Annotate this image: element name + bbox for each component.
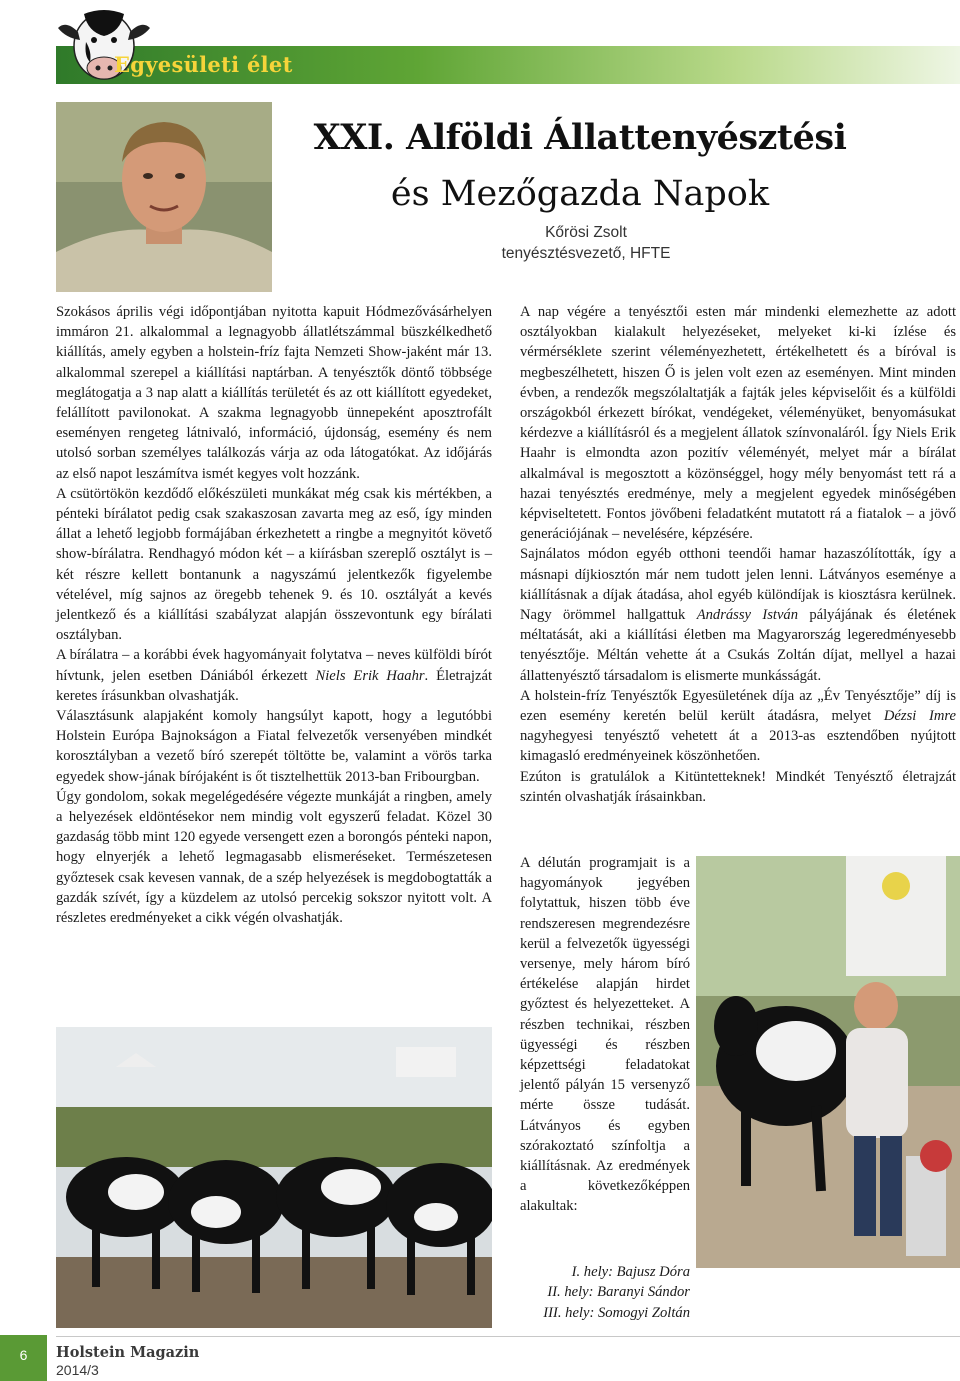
magazine-title: Holstein Magazin [56,1344,200,1361]
right-column-narrow [520,853,690,1217]
author-name: Kőrösi Zsolt [545,224,627,241]
paragraph: A holstein-fríz Tenyésztők Egyesületének díja az „Év Tenyésztője” díj is ezen esemény keretén belül került átadásra, melyet Dézsi Imre nagyhegyesi tenyésztő vehetett át a 2013-as esztendőben nyújtott kimagasló eredményeinek köszönhetően. [520,687,956,765]
paragraph: Úgy gondolom, sokak megelégedésére végezte munkáját a ringben, amely a helyezések eldöntésekor nem mindig volt egyszerű feladat. Közel 30 gazdaság több mint 120 egyede versengett ezen a borongós pénteki napon, hogy elnyerjék a lehető legmagasabb elismeréseket. Természetesen győztesek csak kevesen vannak, de a szép helyezések is megdobogtatták a gazdák szívét, így a küzdelem az utolsó percekig sokszor nyitott volt. A részletes eredményeket a cikk végén olvashatják. [56,788,492,927]
paragraph: Sajnálatos módon egyéb otthoni teendői hamar hazaszólították, így a másnapi díjkiosztón már nem tudott jelen lenni. Látványos eseménye a kiállításnak a díjak átadása, ahol egyéb különdíjak is kiosztásra kerülnek. Nagy örömmel hallgattuk Andrássy István pályájának és életének méltatását, aki a kiállítási életben ma Magyarország legeredményesebb tenyésztője. Méltán vehette át a Csukás Zoltán díjat, mellyel a hazai állattenyésztő társadalom is elismerte munkásságát. [520,546,957,684]
competition-results [520,1262,690,1323]
article-title [300,110,860,222]
footer-divider [56,1336,960,1337]
paragraph: Választásunk alapjaként komoly hangsúlyt kapott, hogy a legutóbbi Holstein Európa Bajnokságon a Fiatal felvezetők versenyében mindkét korosztályban a vezető bíró szerepét töltötte be, valamint a vörös tarka egyedek show-jának bírójaként is őt tisztelhettük 2013-ban Fribourgban. [56,708,492,785]
breeder-name: Dézsi Imre [883,708,956,725]
handler-with-cow-photo [696,856,960,1268]
cows-photo [56,1027,492,1328]
author-role: tenyésztésvezető, HFTE [501,245,671,262]
byline [440,222,732,264]
result-second: II. hely: Baranyi Sándor [547,1284,690,1301]
paragraph: A csütörtökön kezdődő előkészületi munkákat még csak kis mértékben, a pénteki bírálatot pedig csak szakaszosan zavarta meg az eső, így minden állat a lehető legjobb formájában érkezhetett a ringbe a megnyitót követő show-bírálatra. Rendhagyó módon két – a kiírásban szereplő osztályt is – két részre kellett bontanunk a nagyszámú jelentkezők figyelembe vételével, míg sajnos az öregebb tehenek 9. és 10. osztályát a kevés jelentkező és a kiállítási szabályzat alapján összevontunk egy bírálati osztályban. [56,485,492,644]
breeder-name: Andrássy István [696,607,799,624]
author-photo [56,102,272,292]
judge-name: Niels Erik Haahr [315,667,425,684]
title-line-1: XXI. Alföldi Állattenyésztési [313,117,847,158]
paragraph: Szokásos április végi időpontjában nyitotta kapuit Hódmezővásárhelyen immáron 21. alkalommal a legnagyobb állatlétszámmal büszkélkedhető kiállítás, amely egyben a holstein-fríz fajta Nemzeti Show-jaként már 13. alkalommal szerepel a kiállítási naptárban. A tenyésztők döntő többsége meglátogatja a 3 nap alatt a kiállítás területét és az ott kiállított egyedeket, felállított pavilonokat. A szakma legnagyobb ünnepeként aposztrofált eseményen rengeteg látnivaló, információ, újdonság, esemény és nem utolsó sorban személyes találkozás várja az oda látogatókat. Az időjárás az első napot leszámítva ismét kegyes volt hozzánk. [56,304,492,482]
title-line-2: és Mezőgazda Napok [390,174,770,214]
paragraph: A nap végére a tenyésztői esten már mindenki elemezhette az adott osztályokban kialakult helyezéseket, melyeket ki-ki ízlése és vérmérséklete szerint véleményezhetett, értékelhetett és a bíróval is megbeszélhetett, hiszen Ő is jelen volt ezen az eseményen. Mint minden évben, a rendezők megszólaltatják a fajták jeles képviselőit és a külföldi országokból érkezett bírókat, vendégeket, véleményüket, benyomásukat kérdezve a kiállításról és a megjelent állatok színvonaláról. Így Niels Erik Haahr is elmondta azon pozitív véleményét, melyet már a bírálat alkalmával is megosztott a közönséggel, hogy mély benyomást tett rá a hazai tenyésztés eredménye, mely a megjelent egyedek minőségében képviseltetett. Fontos jövőbeni feladatként mutatott rá a fiatalok – a jövő generációjának – nevelésére, képzésére. [520,304,956,543]
magazine-issue: 2014/3 [56,1362,99,1378]
left-column [56,302,492,928]
paragraph: A délután programjait is a hagyományok jegyében folytattuk, hiszen több éve rendszeresen megrendezésre kerül a felvezetők ügyességi versenye, mely három bíró értékelése alapján hirdet győztest és helyezetteket. A részben technikai, részben ügyességi és részben képzettségi feladatokat jelentő pályán 15 versenyző mérte össze tudását. Látványos és egyben szórakoztató színfoltja a kiállításnak. Az eredmények a következőképpen alakultak: [520,855,690,1215]
right-column [520,302,956,807]
paragraph: A bírálatra – a korábbi évek hagyományait folytatva – neves külföldi bírót hívtunk, jelen esetben Dániából érkezett Niels Erik Haahr. Életrajzát keretes írásunkban olvashatják. [56,647,492,704]
page-number: 6 [19,1347,28,1363]
result-first: I. hely: Bajusz Dóra [571,1264,690,1280]
section-label: Egyesületi élet [114,52,293,77]
paragraph: Ezúton is gratulálok a Kitüntetteknek! Mindkét Tenyésztő életrajzát szintén olvashatják írásainkban. [520,768,956,805]
result-third: III. hely: Somogyi Zoltán [543,1304,690,1321]
